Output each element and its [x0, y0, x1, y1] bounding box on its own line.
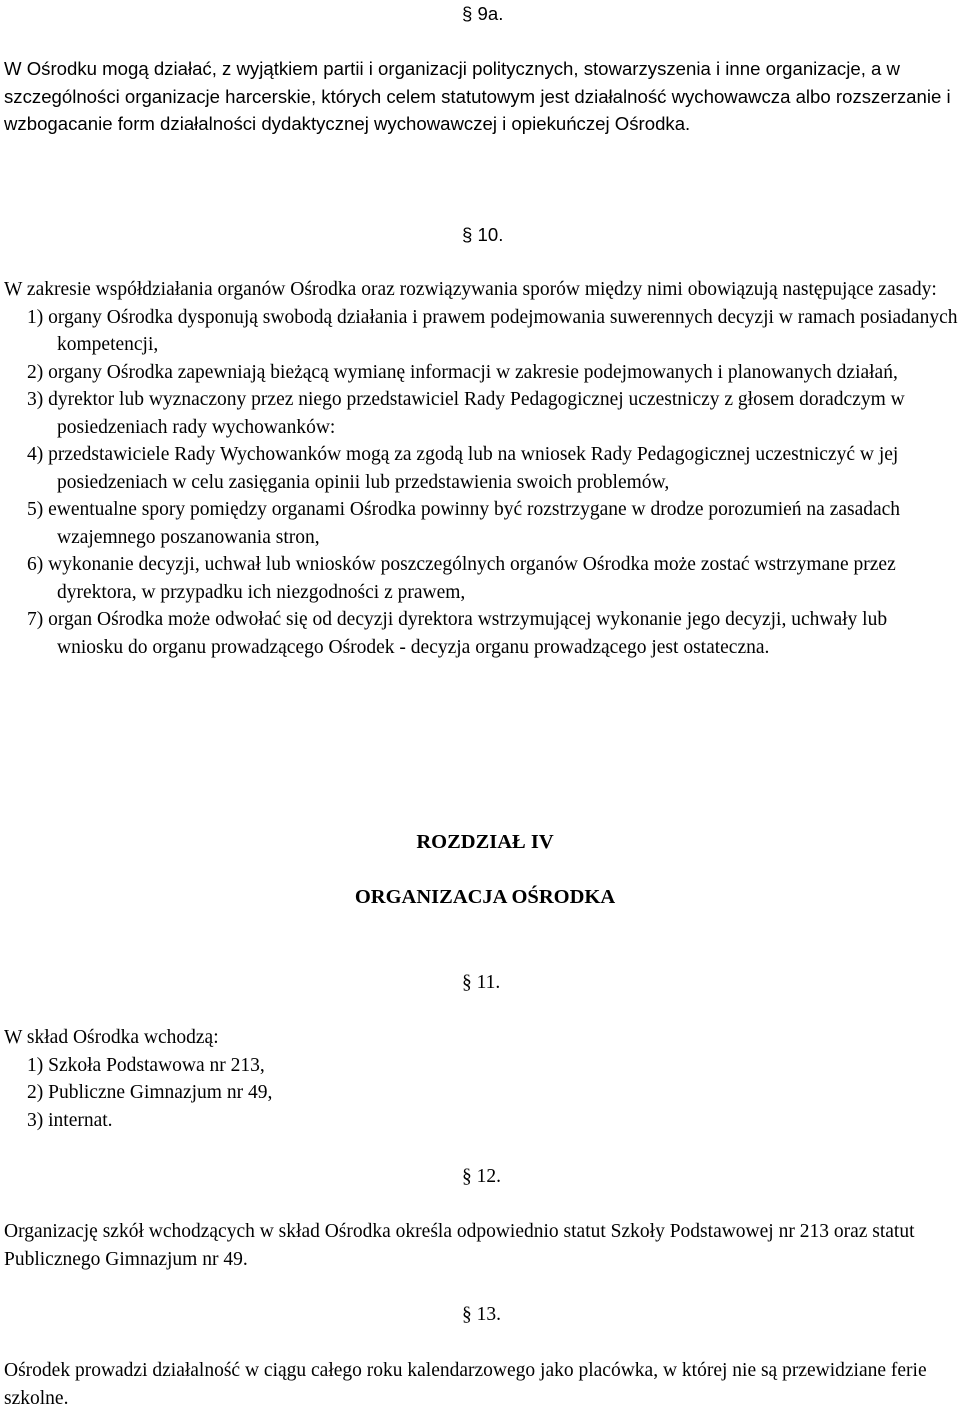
section-10-label: § 10. [462, 224, 504, 245]
section-13 [4, 1357, 958, 1412]
chapter-title: ORGANIZACJA OŚRODKA [354, 886, 616, 908]
list-item: 1) Szkoła Podstawowa nr 213, [27, 1054, 265, 1076]
list-item: 3) dyrektor lub wyznaczony przez niego przedstawiciel Rady Pedagogicznej uczestniczy z głosem doradczym w posiedzeniach rady wychowanków: [27, 389, 905, 438]
list-item: 7) organ Ośrodka może odwołać się od decyzji dyrektora wstrzymującej wykonanie jego decyzji, uchwały lub wniosku do organu prowadzącego Ośrodek - decyzja organu prowadzącego jest ostateczna. [27, 609, 888, 658]
list-item: 1) organy Ośrodka dysponują swobodą działania i prawem podejmowania suwerennych decyzji w ramach posiadanych kompetencji, [27, 306, 958, 355]
list-item: 5) ewentualne spory pomiędzy organami Ośrodka powinny być rozstrzygane w drodze porozumień na zasadach wzajemnego poszanowania stron, [27, 499, 901, 548]
list-item: 4) przedstawiciele Rady Wychowanków mogą za zgodą lub na wniosek Rady Pedagogicznej uczestniczyć w jej posiedzeniach w celu zasięgania opinii lub przedstawienia swoich problemów, [27, 444, 899, 493]
section-11-label: § 11. [462, 972, 501, 993]
list-item: 2) Publiczne Gimnazjum nr 49, [27, 1082, 273, 1103]
section-11-list [4, 1052, 958, 1135]
section-9a [4, 55, 958, 138]
section-11 [4, 1024, 958, 1134]
section-12-label: § 12. [462, 1166, 501, 1187]
chapter-number: ROZDZIAŁ IV [416, 831, 554, 853]
section-11-intro: W skład Ośrodka wchodzą: [4, 1027, 219, 1048]
section-13-label: § 13. [462, 1304, 501, 1325]
section-12 [4, 1218, 958, 1273]
section-10-intro: W zakresie współdziałania organów Ośrodka oraz rozwiązywania sporów między nimi obowiązują następujące zasady: [4, 279, 937, 300]
list-item: 2) organy Ośrodka zapewniają bieżącą wymianę informacji w zakresie podejmowanych i planowanych działań, [27, 361, 898, 383]
section-13-text: Ośrodek prowadzi działalność w ciągu całego roku kalendarzowego jako placówka, w której nie są przewidziane ferie szkolne. [4, 1360, 927, 1409]
section-9a-label: § 9a. [462, 3, 504, 24]
section-10 [4, 276, 958, 661]
section-12-text: Organizację szkół wchodzących w skład Ośrodka określa odpowiednio statut Szkoły Podstawowej nr 213 oraz statut Publicznego Gimnazjum nr 49. [4, 1221, 915, 1270]
list-item: 6) wykonanie decyzji, uchwał lub wniosków poszczególnych organów Ośrodka może zostać wstrzymane przez dyrektora, w przypadku ich niezgodności z prawem, [27, 554, 896, 603]
section-9a-text: W Ośrodku mogą działać, z wyjątkiem partii i organizacji politycznych, stowarzyszenia i inne organizacje, a w szczególności organizacje harcerskie, których celem statutowym jest działalność wychowawcza albo rozszerzanie i wzbogacanie form działalności dydaktycznej wychowawczej i opiekuńczej Ośrodka. [4, 58, 951, 134]
list-item: 3) internat. [27, 1109, 113, 1131]
section-10-list [4, 304, 958, 662]
